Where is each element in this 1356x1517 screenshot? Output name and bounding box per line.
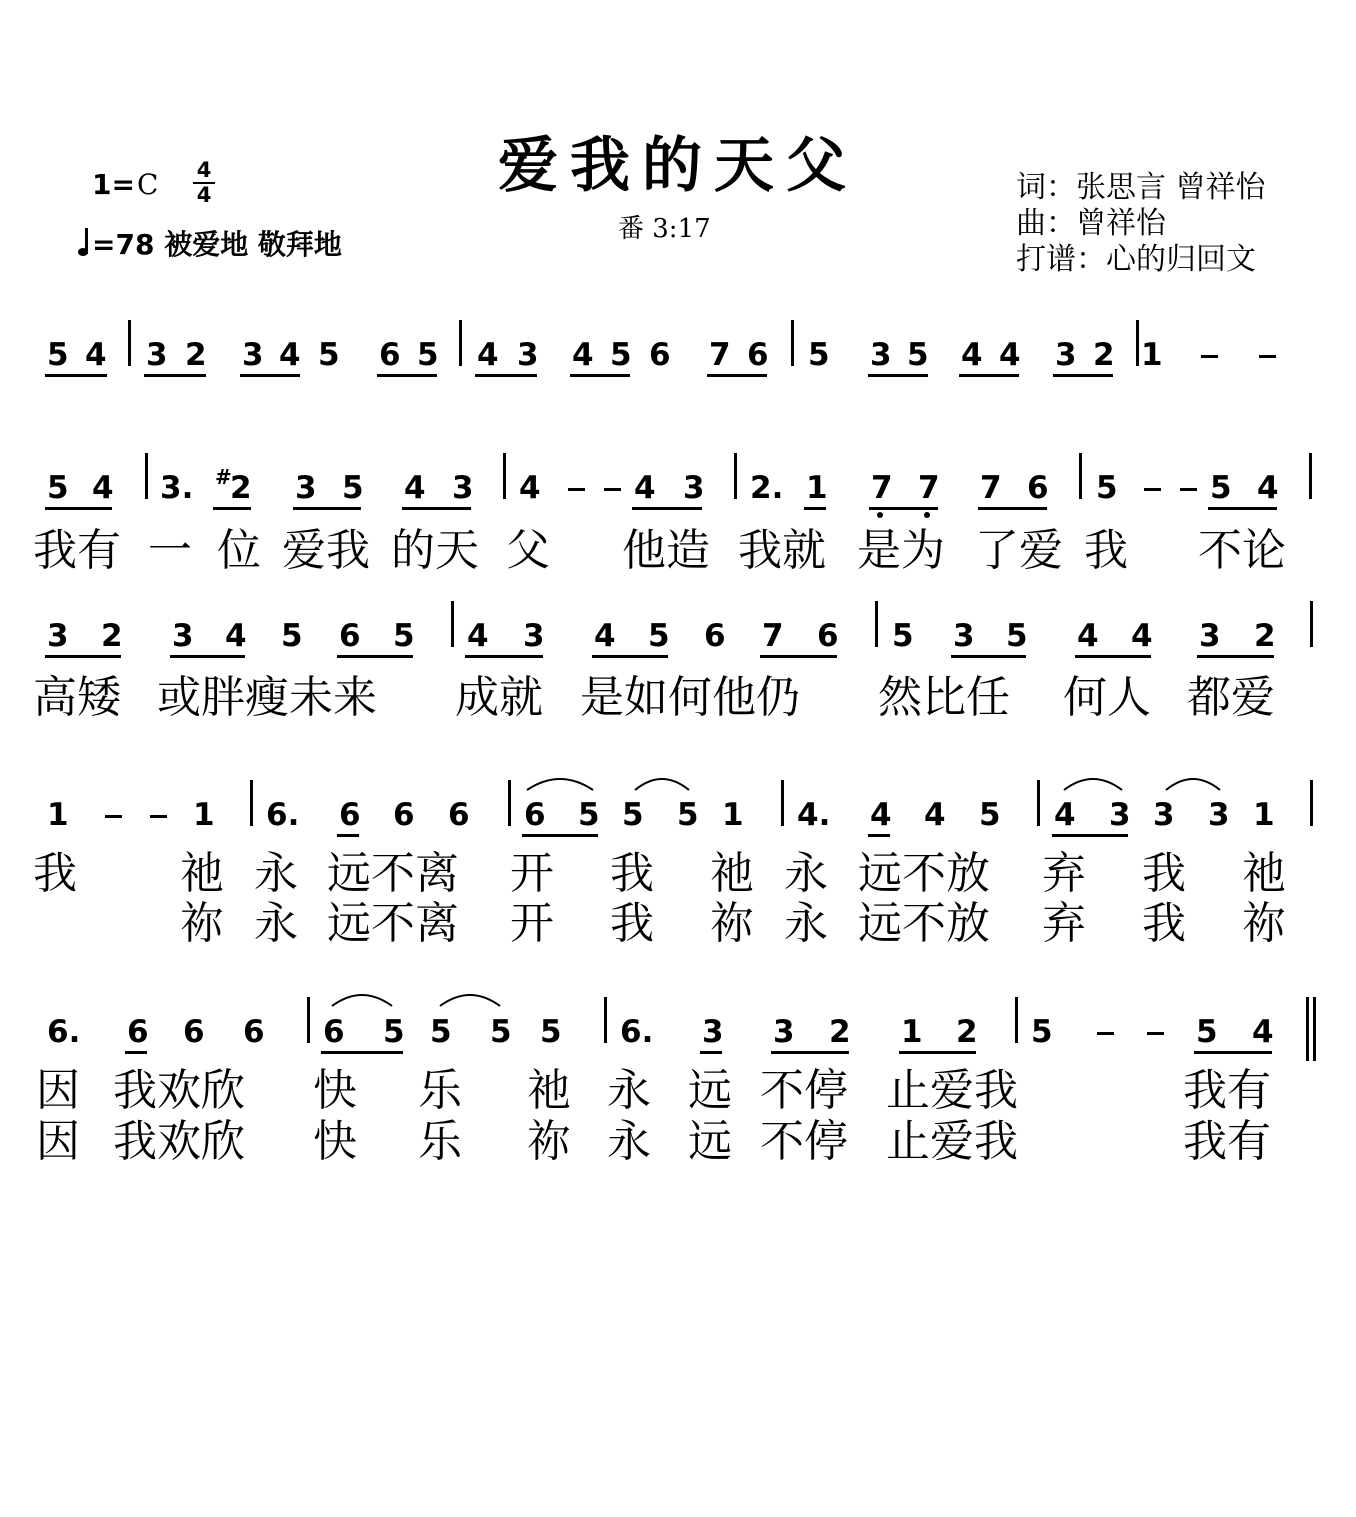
- note: 4: [634, 470, 656, 506]
- note: 3: [523, 618, 545, 654]
- note: 4: [1257, 470, 1279, 506]
- note: 6: [393, 797, 415, 833]
- barline: [1015, 997, 1018, 1043]
- note: 6: [127, 1014, 149, 1050]
- lyric: 祂: [527, 1065, 571, 1116]
- barline: [791, 320, 794, 366]
- barline: [145, 453, 148, 499]
- lyric: 祢: [180, 898, 224, 949]
- note: 2: [230, 470, 252, 506]
- note: 4: [279, 337, 301, 373]
- note: 5: [578, 797, 600, 833]
- lyric: 高矮: [33, 672, 121, 723]
- key-letter: C: [136, 168, 159, 201]
- key-signature: [92, 168, 158, 201]
- note: 4: [225, 618, 247, 654]
- note: 5: [677, 797, 699, 833]
- note: 5: [979, 797, 1001, 833]
- barline: [1136, 320, 1139, 366]
- lyric: 我: [1142, 898, 1186, 949]
- note: 3: [452, 470, 474, 506]
- note: 4: [1054, 797, 1076, 833]
- time-signature-top: 4: [196, 158, 212, 182]
- time-signature: [193, 159, 215, 206]
- lyric: 我: [1084, 525, 1128, 576]
- note: 5: [892, 618, 914, 654]
- lyric: 弃: [1042, 848, 1086, 899]
- note: 7: [871, 470, 893, 506]
- composer-credit: 曲：曾祥怡: [1016, 206, 1166, 241]
- lyric: 开: [510, 848, 554, 899]
- hold-dash: [1201, 355, 1218, 358]
- note: 4: [999, 337, 1021, 373]
- note: 4: [924, 797, 946, 833]
- note: 3: [683, 470, 705, 506]
- note: 2.: [750, 470, 784, 506]
- lyric: 我欢欣: [113, 1065, 245, 1116]
- lyric: 是为: [857, 525, 945, 576]
- song-title: 爱我的天父: [498, 131, 858, 201]
- note: 6.: [266, 797, 300, 833]
- note: 5: [490, 1014, 512, 1050]
- quarter-note-icon: [78, 228, 88, 258]
- lyric: 一: [148, 525, 192, 576]
- note: 5: [318, 337, 340, 373]
- lyric: 的天: [391, 525, 479, 576]
- note: 3: [295, 470, 317, 506]
- slur: [1062, 774, 1124, 792]
- tempo-bpm: =78: [92, 228, 155, 261]
- lyric: 乐: [418, 1065, 462, 1116]
- note: 3: [47, 618, 69, 654]
- lyric: 止爱我: [886, 1116, 1018, 1167]
- note: 7: [918, 470, 940, 506]
- lyric: 祢: [710, 898, 754, 949]
- lyric: 我欢欣: [113, 1116, 245, 1167]
- barline: [875, 601, 878, 647]
- end-barline-thick: [1313, 997, 1316, 1061]
- note: 1: [901, 1014, 923, 1050]
- lyric: 开: [510, 898, 554, 949]
- note: 3: [953, 618, 975, 654]
- note: 4: [594, 618, 616, 654]
- lyric: 不论: [1198, 525, 1286, 576]
- slur: [1164, 774, 1222, 792]
- credits: [1016, 170, 1266, 278]
- note: 6.: [620, 1014, 654, 1050]
- lyric: 然比任: [878, 672, 1010, 723]
- lyric: 因: [36, 1116, 80, 1167]
- lyric: 成就: [455, 672, 543, 723]
- barline: [459, 320, 462, 366]
- barline: [734, 453, 737, 499]
- barline: [1309, 453, 1312, 499]
- lyric: 远不放: [858, 848, 990, 899]
- lyric: 我: [610, 848, 654, 899]
- lyric: 祢: [527, 1116, 571, 1167]
- lyric: 父: [506, 525, 550, 576]
- note: 4: [404, 470, 426, 506]
- slur: [438, 990, 502, 1008]
- notation-credit: 打谱：心的归回文: [1016, 242, 1256, 277]
- note: 2: [956, 1014, 978, 1050]
- note: 1: [47, 797, 69, 833]
- time-signature-bottom: 4: [196, 183, 212, 207]
- barline: [250, 780, 253, 826]
- note: 5: [540, 1014, 562, 1050]
- lyric: 弃: [1042, 898, 1086, 949]
- lyric: 远不放: [858, 898, 990, 949]
- note: 6: [649, 337, 671, 373]
- end-barline-thin: [1306, 997, 1309, 1061]
- note: 4: [572, 337, 594, 373]
- lyric: 因: [36, 1065, 80, 1116]
- note: 7: [762, 618, 784, 654]
- note: 6: [339, 618, 361, 654]
- note: 2: [1254, 618, 1276, 654]
- tempo-mood: 被爱地 敬拜地: [164, 228, 342, 261]
- lyric: 远: [688, 1065, 732, 1116]
- sharp-sign: #: [215, 465, 232, 489]
- note: 5: [383, 1014, 405, 1050]
- lyric: 永: [254, 848, 298, 899]
- lyric: 永: [607, 1116, 651, 1167]
- note: 1: [1141, 337, 1163, 373]
- barline: [604, 997, 607, 1043]
- lyric: 我就: [738, 525, 826, 576]
- note: 6: [448, 797, 470, 833]
- barline: [503, 453, 506, 499]
- barline: [1310, 601, 1313, 647]
- lyric: 我: [1142, 848, 1186, 899]
- key-prefix: 1=: [92, 168, 135, 201]
- lyric: 爱我: [282, 525, 370, 576]
- note: 5: [430, 1014, 452, 1050]
- lyric: 祢: [1242, 898, 1286, 949]
- note: 7: [980, 470, 1002, 506]
- lyric: 我: [33, 848, 77, 899]
- note: 4.: [797, 797, 831, 833]
- barline: [781, 780, 784, 826]
- lyric: 位: [217, 525, 261, 576]
- note: 3: [1208, 797, 1230, 833]
- note: 5: [1031, 1014, 1053, 1050]
- note: 2: [101, 618, 123, 654]
- note: 5: [907, 337, 929, 373]
- scripture-reference: 番 3:17: [618, 214, 711, 244]
- note: 1: [806, 470, 828, 506]
- note: 4: [519, 470, 541, 506]
- note: 2: [1093, 337, 1115, 373]
- note: 4: [92, 470, 114, 506]
- lyric: 远不离: [327, 898, 459, 949]
- barline: [451, 601, 454, 647]
- hold-dash: [1259, 355, 1276, 358]
- note: 3.: [160, 470, 194, 506]
- note: 3: [146, 337, 168, 373]
- lyric: 永: [784, 848, 828, 899]
- note: 2: [829, 1014, 851, 1050]
- slur: [633, 774, 691, 792]
- note: 6: [183, 1014, 205, 1050]
- lyric: 永: [254, 898, 298, 949]
- note: 6: [1027, 470, 1049, 506]
- lyric: 都爱: [1187, 672, 1275, 723]
- note: 3: [1199, 618, 1221, 654]
- note: 4: [1077, 618, 1099, 654]
- note: 6: [704, 618, 726, 654]
- lyric: 不停: [760, 1065, 848, 1116]
- lyric: 我有: [1183, 1116, 1271, 1167]
- note: 1: [722, 797, 744, 833]
- note: 6: [243, 1014, 265, 1050]
- note: 5: [1006, 618, 1028, 654]
- note: 4: [870, 797, 892, 833]
- note: 4: [1131, 618, 1153, 654]
- lyric: 永: [784, 898, 828, 949]
- note: 2: [185, 337, 207, 373]
- barline: [1079, 453, 1082, 499]
- lyric: 他造: [622, 525, 710, 576]
- lyric: 或胖瘦未来: [157, 672, 377, 723]
- note: 5: [417, 337, 439, 373]
- note: 3: [702, 1014, 724, 1050]
- note: 3: [1153, 797, 1175, 833]
- tempo-marking: [78, 223, 342, 263]
- note: 6.: [47, 1014, 81, 1050]
- note: 5: [393, 618, 415, 654]
- note: 5: [610, 337, 632, 373]
- lyric: 我: [610, 898, 654, 949]
- note: 4: [477, 337, 499, 373]
- note: 6: [747, 337, 769, 373]
- lyric: 止爱我: [886, 1065, 1018, 1116]
- note: 7: [709, 337, 731, 373]
- note: 4: [1252, 1014, 1274, 1050]
- note: 3: [517, 337, 539, 373]
- note: 3: [1109, 797, 1131, 833]
- note: 5: [342, 470, 364, 506]
- barline: [1310, 780, 1313, 826]
- lyric: 祂: [710, 848, 754, 899]
- lyric: 快: [313, 1065, 357, 1116]
- lyric: 乐: [418, 1116, 462, 1167]
- note: 6: [524, 797, 546, 833]
- note: 5: [1096, 470, 1118, 506]
- note: 1: [1253, 797, 1275, 833]
- note: 5: [281, 618, 303, 654]
- note: 4: [961, 337, 983, 373]
- note: 6: [379, 337, 401, 373]
- note: 4: [467, 618, 489, 654]
- note: 3: [1055, 337, 1077, 373]
- lyric: 我有: [1183, 1065, 1271, 1116]
- lyric: 不停: [760, 1116, 848, 1167]
- note: 3: [172, 618, 194, 654]
- slur: [525, 774, 595, 792]
- note: 3: [242, 337, 264, 373]
- note: 5: [648, 618, 670, 654]
- lyricist-credit: 词：张思言 曾祥怡: [1016, 170, 1266, 205]
- note: 5: [47, 470, 69, 506]
- lyric: 远: [688, 1116, 732, 1167]
- note: 5: [808, 337, 830, 373]
- note: 5: [622, 797, 644, 833]
- lyric: 快: [313, 1116, 357, 1167]
- note: 5: [47, 337, 69, 373]
- note: 4: [85, 337, 107, 373]
- slur: [330, 990, 394, 1008]
- lyric: 是如何他仍: [580, 672, 800, 723]
- barline: [1037, 780, 1040, 826]
- lyric: 祂: [180, 848, 224, 899]
- note: 3: [773, 1014, 795, 1050]
- barline: [128, 320, 131, 366]
- note: 6: [339, 797, 361, 833]
- lyric: 远不离: [327, 848, 459, 899]
- note: 1: [193, 797, 215, 833]
- barline: [508, 780, 511, 826]
- note: 5: [1196, 1014, 1218, 1050]
- lyric: 永: [607, 1065, 651, 1116]
- lyric: 我有: [33, 525, 121, 576]
- lyric: 祂: [1242, 848, 1286, 899]
- note: 3: [870, 337, 892, 373]
- barline: [307, 997, 310, 1043]
- lyric: 了爱: [975, 525, 1063, 576]
- note: 6: [817, 618, 839, 654]
- note: 5: [1210, 470, 1232, 506]
- lyric: 何人: [1063, 672, 1151, 723]
- note: 6: [323, 1014, 345, 1050]
